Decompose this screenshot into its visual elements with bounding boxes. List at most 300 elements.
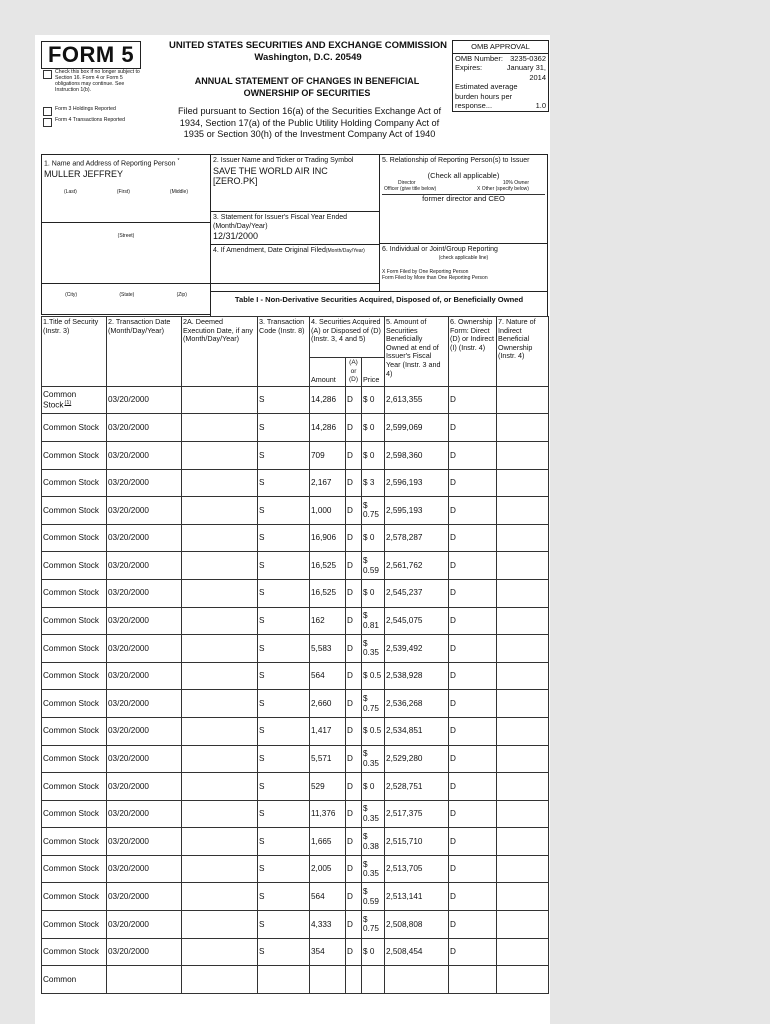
cell-acquired-disposed — [346, 690, 362, 718]
cell-price — [362, 607, 385, 635]
transactions-table — [41, 316, 549, 994]
cell-acquired-disposed — [346, 883, 362, 911]
cell-transaction-code-text: S — [259, 560, 265, 570]
cell-ownership-form-text: D — [450, 395, 456, 405]
checkbox-form3-holdings[interactable] — [43, 106, 147, 116]
cell-transaction-date — [107, 524, 182, 552]
cell-security-text: Common Stock — [43, 560, 99, 570]
cell-transaction-date-text: 03/20/2000 — [108, 919, 149, 929]
cell-security — [42, 414, 107, 442]
cell-transaction-code-text: S — [259, 698, 265, 708]
table-row — [42, 469, 549, 497]
cell-amount-owned — [385, 828, 449, 856]
table-row — [42, 966, 549, 994]
cell-amount-owned-text: 2,536,268 — [386, 698, 423, 708]
cell-transaction-code-text: S — [259, 450, 265, 460]
cell-security — [42, 690, 107, 718]
cell-acquired-disposed-text: D — [347, 781, 353, 791]
cell-amount-owned — [385, 966, 449, 994]
cell-security-text: Common Stock — [43, 588, 99, 598]
table-row — [42, 552, 549, 580]
filed-line: Filed pursuant to Section 16(a) of the Securities Exchange Act of — [177, 106, 441, 116]
cell-deemed-date — [182, 469, 258, 497]
section2-label: 2. Issuer Name and Ticker or Trading Symbol — [213, 157, 354, 164]
cell-amount-text: 2,005 — [311, 864, 332, 874]
cell-amount-owned — [385, 524, 449, 552]
cell-transaction-date — [107, 386, 182, 414]
cell-amount-owned-text: 2,598,360 — [386, 450, 423, 460]
cell-ownership-form — [449, 966, 497, 994]
cell-acquired-disposed — [346, 552, 362, 580]
omb-number-label: OMB Number: — [455, 53, 503, 63]
cell-security — [42, 966, 107, 994]
cell-security-text: Common Stock — [43, 533, 99, 543]
cell-transaction-date-text: 03/20/2000 — [108, 588, 149, 598]
cell-price-text: $ 0 — [363, 947, 375, 957]
cell-amount-owned-text: 2,613,355 — [386, 395, 423, 405]
cell-transaction-date-text: 03/20/2000 — [108, 616, 149, 626]
cell-ownership-form — [449, 414, 497, 442]
cell-amount-owned — [385, 607, 449, 635]
cell-price-text: $ 0.81 — [363, 611, 379, 630]
cell-transaction-date — [107, 635, 182, 663]
cell-nature-indirect — [497, 607, 549, 635]
cell-amount-owned — [385, 773, 449, 801]
cell-transaction-code — [258, 524, 310, 552]
cell-ownership-form-text: D — [450, 560, 456, 570]
cell-transaction-code-text: S — [259, 726, 265, 736]
cell-price-text: $ 0 — [363, 422, 375, 432]
header-amount: Amount — [310, 358, 346, 387]
cell-transaction-code — [258, 414, 310, 442]
cell-transaction-code — [258, 773, 310, 801]
cell-transaction-code-text: S — [259, 836, 265, 846]
cell-transaction-date — [107, 800, 182, 828]
table-row — [42, 828, 549, 856]
cell-transaction-code-text: S — [259, 864, 265, 874]
cell-security — [42, 441, 107, 469]
cell-price — [362, 552, 385, 580]
director-option[interactable]: Director — [398, 180, 416, 187]
cell-amount-text: 4,333 — [311, 919, 332, 929]
cell-ownership-form-text: D — [450, 478, 456, 488]
cell-price-text: $ 0.59 — [363, 887, 379, 906]
cell-amount-owned-text: 2,539,492 — [386, 643, 423, 653]
cell-nature-indirect — [497, 386, 549, 414]
footnote-link[interactable]: (1) — [64, 400, 72, 407]
amendment-date-box — [210, 244, 380, 284]
cell-ownership-form — [449, 469, 497, 497]
cell-price-text: $ 0.75 — [363, 694, 379, 713]
cell-amount — [310, 855, 346, 883]
cell-ownership-form-text: D — [450, 836, 456, 846]
cell-price-text: $ 0 — [363, 395, 375, 405]
checkbox-form4-transactions[interactable] — [43, 117, 147, 127]
cell-transaction-date-text: 03/20/2000 — [108, 422, 149, 432]
reporting-person-street-box — [41, 222, 211, 284]
group-reporting-box — [379, 243, 548, 292]
cell-price — [362, 717, 385, 745]
cell-amount-text: 14,286 — [311, 395, 337, 405]
cell-deemed-date — [182, 966, 258, 994]
omb-approval-box — [452, 40, 549, 112]
cell-transaction-date-text: 03/20/2000 — [108, 864, 149, 874]
cell-amount-owned-text: 2,508,454 — [386, 947, 423, 957]
cell-acquired-disposed — [346, 579, 362, 607]
cell-price-text: $ 0 — [363, 588, 375, 598]
cell-transaction-date — [107, 911, 182, 939]
cell-nature-indirect — [497, 828, 549, 856]
cell-amount-owned-text: 2,545,237 — [386, 588, 423, 598]
cell-transaction-code-text: S — [259, 588, 265, 598]
cell-transaction-date — [107, 690, 182, 718]
cell-amount-owned-text: 2,578,287 — [386, 533, 423, 543]
cell-price — [362, 414, 385, 442]
cell-price — [362, 635, 385, 663]
cell-security-text: Common Stock — [43, 919, 99, 929]
cell-acquired-disposed — [346, 441, 362, 469]
cell-ownership-form — [449, 911, 497, 939]
cell-amount-text: 16,906 — [311, 533, 337, 543]
checkbox-no-longer-subject[interactable] — [43, 69, 147, 93]
cell-transaction-date — [107, 828, 182, 856]
cell-amount-owned — [385, 469, 449, 497]
cell-amount-owned-text: 2,545,075 — [386, 616, 423, 626]
cell-ownership-form — [449, 662, 497, 690]
cell-price — [362, 911, 385, 939]
check-all-applicable: (Check all applicable) — [427, 170, 500, 180]
filed-by-one-option[interactable]: X Form Filed by One Reporting Person — [382, 268, 469, 275]
cell-amount — [310, 938, 346, 966]
cell-amount-owned-text: 2,529,280 — [386, 754, 423, 764]
cell-amount — [310, 524, 346, 552]
cell-transaction-date-text: 03/20/2000 — [108, 947, 149, 957]
cell-deemed-date — [182, 855, 258, 883]
cell-security-text: Common — [43, 974, 77, 984]
cell-security — [42, 800, 107, 828]
cell-security — [42, 469, 107, 497]
cell-transaction-code — [258, 717, 310, 745]
form-page — [35, 35, 550, 1024]
cell-security — [42, 552, 107, 580]
header-securities-acquired: 4. Securities Acquired (A) or Disposed of (D) (Instr. 3, 4 and 5) — [310, 317, 385, 358]
cell-transaction-code — [258, 828, 310, 856]
cell-price — [362, 800, 385, 828]
cell-transaction-date-text: 03/20/2000 — [108, 892, 149, 902]
cell-security — [42, 579, 107, 607]
cell-acquired-disposed — [346, 414, 362, 442]
cell-transaction-code — [258, 855, 310, 883]
table-row — [42, 855, 549, 883]
statement-heading — [147, 75, 467, 99]
cell-security — [42, 662, 107, 690]
table-row — [42, 800, 549, 828]
cell-transaction-code-text: S — [259, 616, 265, 626]
filed-pursuant-text — [143, 106, 476, 141]
cell-security-text: Common Stock — [43, 616, 99, 626]
cell-transaction-date — [107, 579, 182, 607]
cell-transaction-code-text: S — [259, 919, 265, 929]
cell-price-text: $ 3 — [363, 478, 375, 488]
omb-burden-row — [453, 82, 548, 111]
cell-nature-indirect — [497, 773, 549, 801]
cell-amount — [310, 883, 346, 911]
checkbox-box[interactable] — [43, 118, 52, 127]
cell-amount-owned — [385, 414, 449, 442]
cell-acquired-disposed — [346, 938, 362, 966]
cell-transaction-date — [107, 441, 182, 469]
cell-security-text: Common Stock — [43, 505, 99, 515]
cell-security — [42, 635, 107, 663]
cell-price — [362, 579, 385, 607]
cell-deemed-date — [182, 441, 258, 469]
cell-transaction-code — [258, 635, 310, 663]
cell-amount-text: 5,571 — [311, 754, 332, 764]
cell-amount-text: 564 — [311, 892, 325, 902]
cell-acquired-disposed — [346, 773, 362, 801]
cell-transaction-date-text: 03/20/2000 — [108, 836, 149, 846]
cell-ownership-form — [449, 579, 497, 607]
cell-security-text: Common Stock — [43, 478, 99, 488]
cell-transaction-date — [107, 966, 182, 994]
cell-ownership-form — [449, 635, 497, 663]
header-deemed-execution-date: 2A. Deemed Execution Date, if any (Month/Day/Year) — [182, 317, 258, 387]
cell-transaction-code-text: S — [259, 754, 265, 764]
table-header-row — [42, 317, 549, 358]
table-row — [42, 717, 549, 745]
cell-transaction-code — [258, 552, 310, 580]
cell-acquired-disposed-text: D — [347, 643, 353, 653]
cell-amount-owned-text: 2,595,193 — [386, 505, 423, 515]
checkbox-box[interactable] — [43, 70, 52, 79]
cell-amount-text: 5,583 — [311, 643, 332, 653]
cell-amount — [310, 966, 346, 994]
cell-security — [42, 745, 107, 773]
cell-deemed-date — [182, 773, 258, 801]
table-row — [42, 579, 549, 607]
cell-amount-owned-text: 2,513,141 — [386, 892, 423, 902]
table-row — [42, 414, 549, 442]
filed-by-more-option[interactable]: Form Filed by More than One Reporting Person — [382, 274, 488, 281]
cell-acquired-disposed-text: D — [347, 836, 353, 846]
cell-security-text: Common Stock — [43, 836, 99, 846]
cell-ownership-form — [449, 717, 497, 745]
cell-ownership-form-text: D — [450, 864, 456, 874]
cell-deemed-date — [182, 828, 258, 856]
cell-amount-owned — [385, 938, 449, 966]
fiscal-year-end-date: 12/31/2000 — [213, 231, 259, 242]
cell-ownership-form-text: D — [450, 422, 456, 432]
check-applicable-line: (check applicable line) — [438, 254, 489, 261]
cell-transaction-code-text: S — [259, 505, 265, 515]
cell-transaction-date-text: 03/20/2000 — [108, 726, 149, 736]
cell-ownership-form-text: D — [450, 754, 456, 764]
cell-acquired-disposed — [346, 635, 362, 663]
officer-option[interactable]: Officer (give title below) — [384, 186, 437, 193]
cell-nature-indirect — [497, 966, 549, 994]
relationship-remark: former director and CEO — [382, 194, 545, 204]
issuer-ticker: [ZERO.PK] — [213, 175, 258, 186]
issuer-name: SAVE THE WORLD AIR INC — [213, 165, 328, 176]
agency-name: UNITED STATES SECURITIES AND EXCHANGE COMMISSION — [169, 40, 447, 51]
cell-security — [42, 717, 107, 745]
cell-ownership-form — [449, 855, 497, 883]
owner-option[interactable]: 10% Owner — [502, 180, 529, 187]
cell-transaction-code — [258, 662, 310, 690]
cell-acquired-disposed-text: D — [347, 919, 353, 929]
cell-security-text: Common Stock — [43, 643, 99, 653]
cell-ownership-form-text: D — [450, 809, 456, 819]
table-row — [42, 690, 549, 718]
cell-acquired-disposed-text: D — [347, 864, 353, 874]
checkbox-label: Check this box if no longer subject to Section 16. Form 4 or Form 5 obligations may continue. See Instruction 1(b). — [55, 69, 140, 93]
cell-amount — [310, 469, 346, 497]
table-row — [42, 497, 549, 525]
cell-transaction-code — [258, 607, 310, 635]
table-row — [42, 635, 549, 663]
cell-deemed-date — [182, 552, 258, 580]
cell-security-text: Common Stock — [43, 671, 99, 681]
cell-deemed-date — [182, 745, 258, 773]
cell-transaction-date — [107, 607, 182, 635]
cell-price — [362, 441, 385, 469]
cell-acquired-disposed — [346, 524, 362, 552]
section6-label: 6. Individual or Joint/Group Reporting — [382, 246, 498, 253]
cell-nature-indirect — [497, 855, 549, 883]
cell-ownership-form — [449, 690, 497, 718]
cell-amount-owned-text: 2,528,751 — [386, 781, 423, 791]
cell-transaction-date — [107, 855, 182, 883]
cell-ownership-form — [449, 883, 497, 911]
cell-security — [42, 883, 107, 911]
cell-amount — [310, 662, 346, 690]
section3-label: 3. Statement for Issuer's Fiscal Year Ended (Month/Day/Year) — [213, 214, 348, 230]
cell-nature-indirect — [497, 745, 549, 773]
cell-acquired-disposed-text: D — [347, 560, 353, 570]
cell-transaction-code — [258, 938, 310, 966]
cell-ownership-form — [449, 938, 497, 966]
omb-expires-row — [453, 63, 548, 82]
cell-transaction-date — [107, 414, 182, 442]
city-field-labels — [44, 292, 208, 298]
cell-amount — [310, 414, 346, 442]
cell-deemed-date — [182, 524, 258, 552]
cell-acquired-disposed — [346, 469, 362, 497]
cell-ownership-form — [449, 386, 497, 414]
cell-acquired-disposed — [346, 745, 362, 773]
cell-security — [42, 607, 107, 635]
cell-nature-indirect — [497, 938, 549, 966]
cell-acquired-disposed-text: D — [347, 671, 353, 681]
cell-deemed-date — [182, 635, 258, 663]
cell-transaction-code — [258, 579, 310, 607]
cell-transaction-code-text: S — [259, 395, 265, 405]
cell-amount-owned — [385, 579, 449, 607]
cell-amount-owned-text: 2,508,808 — [386, 919, 423, 929]
cell-acquired-disposed — [346, 855, 362, 883]
cell-security-text: Common Stock — [43, 698, 99, 708]
cell-security — [42, 773, 107, 801]
cell-ownership-form-text: D — [450, 588, 456, 598]
cell-transaction-date-text: 03/20/2000 — [108, 698, 149, 708]
checkbox-box[interactable] — [43, 107, 52, 116]
header-ownership-form: 6. Ownership Form: Direct (D) or Indirect (I) (Instr. 4) — [449, 317, 497, 387]
cell-amount-text: 1,000 — [311, 505, 332, 515]
cell-transaction-date — [107, 717, 182, 745]
cell-price-text: $ 0.35 — [363, 749, 379, 768]
cell-transaction-code — [258, 911, 310, 939]
statement-line: OWNERSHIP OF SECURITIES — [243, 88, 371, 98]
cell-security-text: Common Stock — [43, 450, 99, 460]
cell-price-text: $ 0.35 — [363, 859, 379, 879]
cell-acquired-disposed-text: D — [347, 754, 353, 764]
state-label: (State) — [119, 292, 135, 298]
last-label: (Last) — [64, 188, 77, 195]
city-label: (City) — [65, 292, 78, 298]
table-row — [42, 883, 549, 911]
cell-nature-indirect — [497, 579, 549, 607]
cell-amount-text: 709 — [311, 450, 325, 460]
cell-price-text: $ 0.35 — [363, 638, 379, 658]
cell-transaction-date-text: 03/20/2000 — [108, 533, 149, 543]
cell-acquired-disposed-text: D — [347, 892, 353, 902]
cell-nature-indirect — [497, 883, 549, 911]
cell-amount-owned-text: 2,538,928 — [386, 671, 423, 681]
cell-amount-owned — [385, 883, 449, 911]
cell-amount-text: 2,660 — [311, 698, 332, 708]
cell-security — [42, 497, 107, 525]
cell-price — [362, 524, 385, 552]
issuer-name-box — [210, 154, 380, 212]
reporting-person-city-box — [41, 283, 211, 315]
cell-deemed-date — [182, 717, 258, 745]
cell-price-text: $ 0 — [363, 533, 375, 543]
cell-security — [42, 911, 107, 939]
cell-transaction-date-text: 03/20/2000 — [108, 671, 149, 681]
cell-transaction-code — [258, 966, 310, 994]
other-option[interactable]: X Other (specify below) — [477, 186, 529, 193]
cell-security-text: Common Stock — [43, 892, 99, 902]
cell-nature-indirect — [497, 441, 549, 469]
cell-transaction-date-text: 03/20/2000 — [108, 754, 149, 764]
cell-price — [362, 773, 385, 801]
cell-security-text: Common Stock — [43, 809, 99, 819]
cell-deemed-date — [182, 579, 258, 607]
cell-transaction-date-text: 03/20/2000 — [108, 560, 149, 570]
cell-acquired-disposed-text: D — [347, 698, 353, 708]
filed-line: 1934, Section 17(a) of the Public Utility Holding Company Act of — [179, 117, 440, 128]
cell-transaction-date — [107, 883, 182, 911]
cell-ownership-form-text: D — [450, 450, 456, 460]
cell-acquired-disposed-text: D — [347, 478, 353, 488]
cell-amount-text: 2,167 — [311, 478, 332, 488]
cell-ownership-form-text: D — [450, 616, 456, 626]
cell-price-text: $ 0.75 — [363, 500, 379, 520]
cell-acquired-disposed-text: D — [347, 616, 353, 626]
cell-transaction-date-text: 03/20/2000 — [108, 478, 149, 488]
cell-amount-owned-text: 2,599,069 — [386, 422, 423, 432]
cell-acquired-disposed — [346, 717, 362, 745]
cell-acquired-disposed-text: D — [347, 533, 353, 543]
first-label: (First) — [116, 188, 130, 195]
cell-acquired-disposed-text: D — [347, 505, 353, 515]
cell-security-text: Common Stock — [43, 864, 99, 874]
cell-price-text: $ 0 — [363, 781, 375, 791]
cell-transaction-code — [258, 441, 310, 469]
cell-transaction-code-text: S — [259, 781, 265, 791]
cell-nature-indirect — [497, 911, 549, 939]
statement-line: ANNUAL STATEMENT OF CHANGES IN BENEFICIAL — [194, 76, 420, 86]
